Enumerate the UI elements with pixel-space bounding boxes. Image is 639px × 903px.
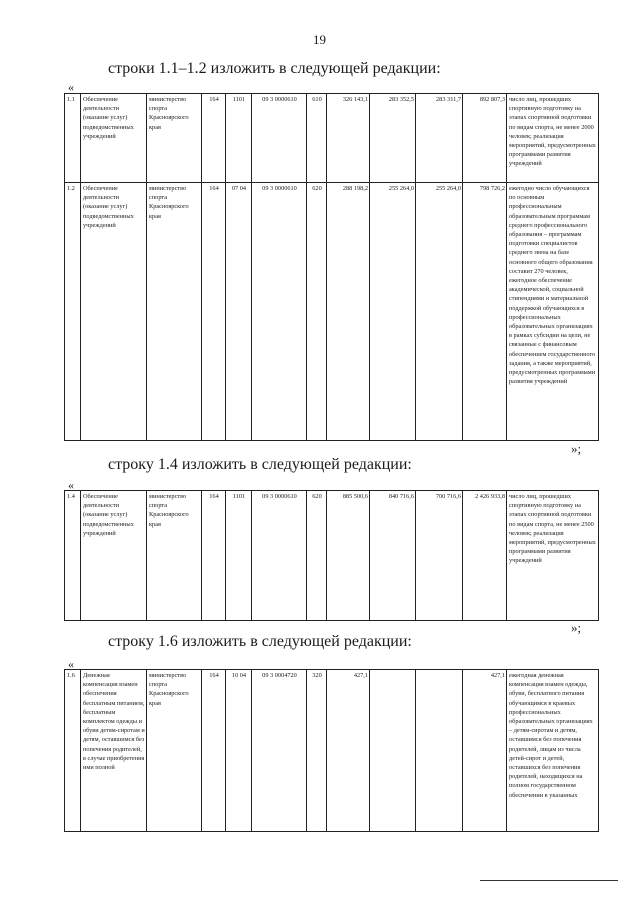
- row-result: ежегодно число обучающихся по основным профессиональным образовательным программам среднего профессионального образования – программам подготовки специалистов среднего звена на базе основного общего образования составит 270 человек, ежегодное обеспечение академической, социальной стипендиями и материальной поддержкой обучающихся в профессиональных образовательных организациях в рамках субсидии на цели, не связанные с финансовым обеспечением государственного задания, а также мероприятий, предусмотренных программами развития учреждений: [507, 183, 599, 441]
- row-total: 427,1: [463, 670, 507, 832]
- row-vr: 620: [307, 491, 327, 621]
- row-agency: министерство спорта Красноярского края: [147, 491, 202, 621]
- row-section: 1101: [226, 94, 252, 183]
- row-number: 1.2: [65, 183, 81, 441]
- row-total: 892 807,3: [463, 94, 507, 183]
- row-section: 10 04: [226, 670, 252, 832]
- row-grbs: 164: [202, 183, 226, 441]
- row-total: 798 726,2: [463, 183, 507, 441]
- amendment-table-2: [64, 490, 599, 621]
- footer-divider: [480, 880, 618, 881]
- row-name: Обеспечение деятельности (оказание услуг) подведомственных учреждений: [81, 183, 147, 441]
- amendment-table-1: [64, 93, 599, 441]
- row-year3: 283 311,7: [416, 94, 463, 183]
- row-name: Денежная компенсация взамен обеспечения бесплатным питанием, бесплатным комплектом одежды и обуви детям-сиротам и детям, оставшимся без попечения родителей, в случае приобретения ими полной: [81, 670, 147, 832]
- amendment-heading-rows-1-1-1-2: строки 1.1–1.2 изложить в следующей редакции:: [108, 60, 441, 77]
- row-csr: 09 3 0000610: [252, 183, 307, 441]
- amendment-heading-row-1-4: строку 1.4 изложить в следующей редакции:: [108, 456, 412, 473]
- table-row: [65, 94, 599, 183]
- row-year2: 283 352,5: [370, 94, 416, 183]
- row-vr: 610: [307, 94, 327, 183]
- row-name: Обеспечение деятельности (оказание услуг) подведомственных учреждений: [81, 491, 147, 621]
- row-name: Обеспечение деятельности (оказание услуг) подведомственных учреждений: [81, 94, 147, 183]
- amendment-heading-row-1-6: строку 1.6 изложить в следующей редакции:: [108, 633, 412, 650]
- open-quote: «: [68, 657, 74, 671]
- row-result: число лиц, прошедших спортивную подготовку на этапах спортивной подготовки по видам спорта, не менее 2000 человек; реализация мероприятий, предусмотренных программами развития учреждений: [507, 94, 599, 183]
- row-number: 1.1: [65, 94, 81, 183]
- row-section: 07 04: [226, 183, 252, 441]
- row-grbs: 164: [202, 94, 226, 183]
- row-year2: 840 716,6: [370, 491, 416, 621]
- row-year1: 288 198,2: [327, 183, 370, 441]
- open-quote: «: [68, 478, 74, 492]
- close-quote: »;: [571, 441, 582, 456]
- row-grbs: 164: [202, 491, 226, 621]
- row-year1: 885 500,6: [327, 491, 370, 621]
- open-quote: «: [68, 80, 74, 94]
- row-year2: 255 264,0: [370, 183, 416, 441]
- table-row: [65, 183, 599, 441]
- row-total: 2 426 933,8: [463, 491, 507, 621]
- row-csr: 09 3 0000610: [252, 491, 307, 621]
- table-row: [65, 491, 599, 621]
- row-agency: министерство спорта Красноярского края: [147, 183, 202, 441]
- row-year2: [370, 670, 416, 832]
- row-csr: 09 3 0000610: [252, 94, 307, 183]
- row-number: 1.6: [65, 670, 81, 832]
- row-result: число лиц, прошедших спортивную подготовку на этапах спортивной подготовки по видам спорта, не менее 2500 человек; реализация мероприятий, предусмотренных программами развития учреждений: [507, 491, 599, 621]
- row-agency: министерство спорта Красноярского края: [147, 94, 202, 183]
- row-year1: 326 143,1: [327, 94, 370, 183]
- amendment-table-3: [64, 669, 599, 832]
- close-quote: »;: [571, 620, 582, 635]
- row-year3: [416, 670, 463, 832]
- table-row: [65, 670, 599, 832]
- row-result: ежегодная денежная компенсация взамен одежды, обуви, бесплатного питания обучающимся в краевых профессиональных образовательных организациях – детям-сиротам и детям, оставшимся без попечения родителей, лицам из числа детей-сирот и детей, оставшихся без попечения родителей, находящихся на полном государственном обеспечении в указанных: [507, 670, 599, 832]
- row-csr: 09 3 0004720: [252, 670, 307, 832]
- row-vr: 620: [307, 183, 327, 441]
- row-vr: 320: [307, 670, 327, 832]
- row-year3: 700 716,6: [416, 491, 463, 621]
- row-year3: 255 264,0: [416, 183, 463, 441]
- row-agency: министерство спорта Красноярского края: [147, 670, 202, 832]
- row-grbs: 164: [202, 670, 226, 832]
- row-year1: 427,1: [327, 670, 370, 832]
- row-section: 1101: [226, 491, 252, 621]
- row-number: 1.4: [65, 491, 81, 621]
- page-number: 19: [313, 32, 326, 47]
